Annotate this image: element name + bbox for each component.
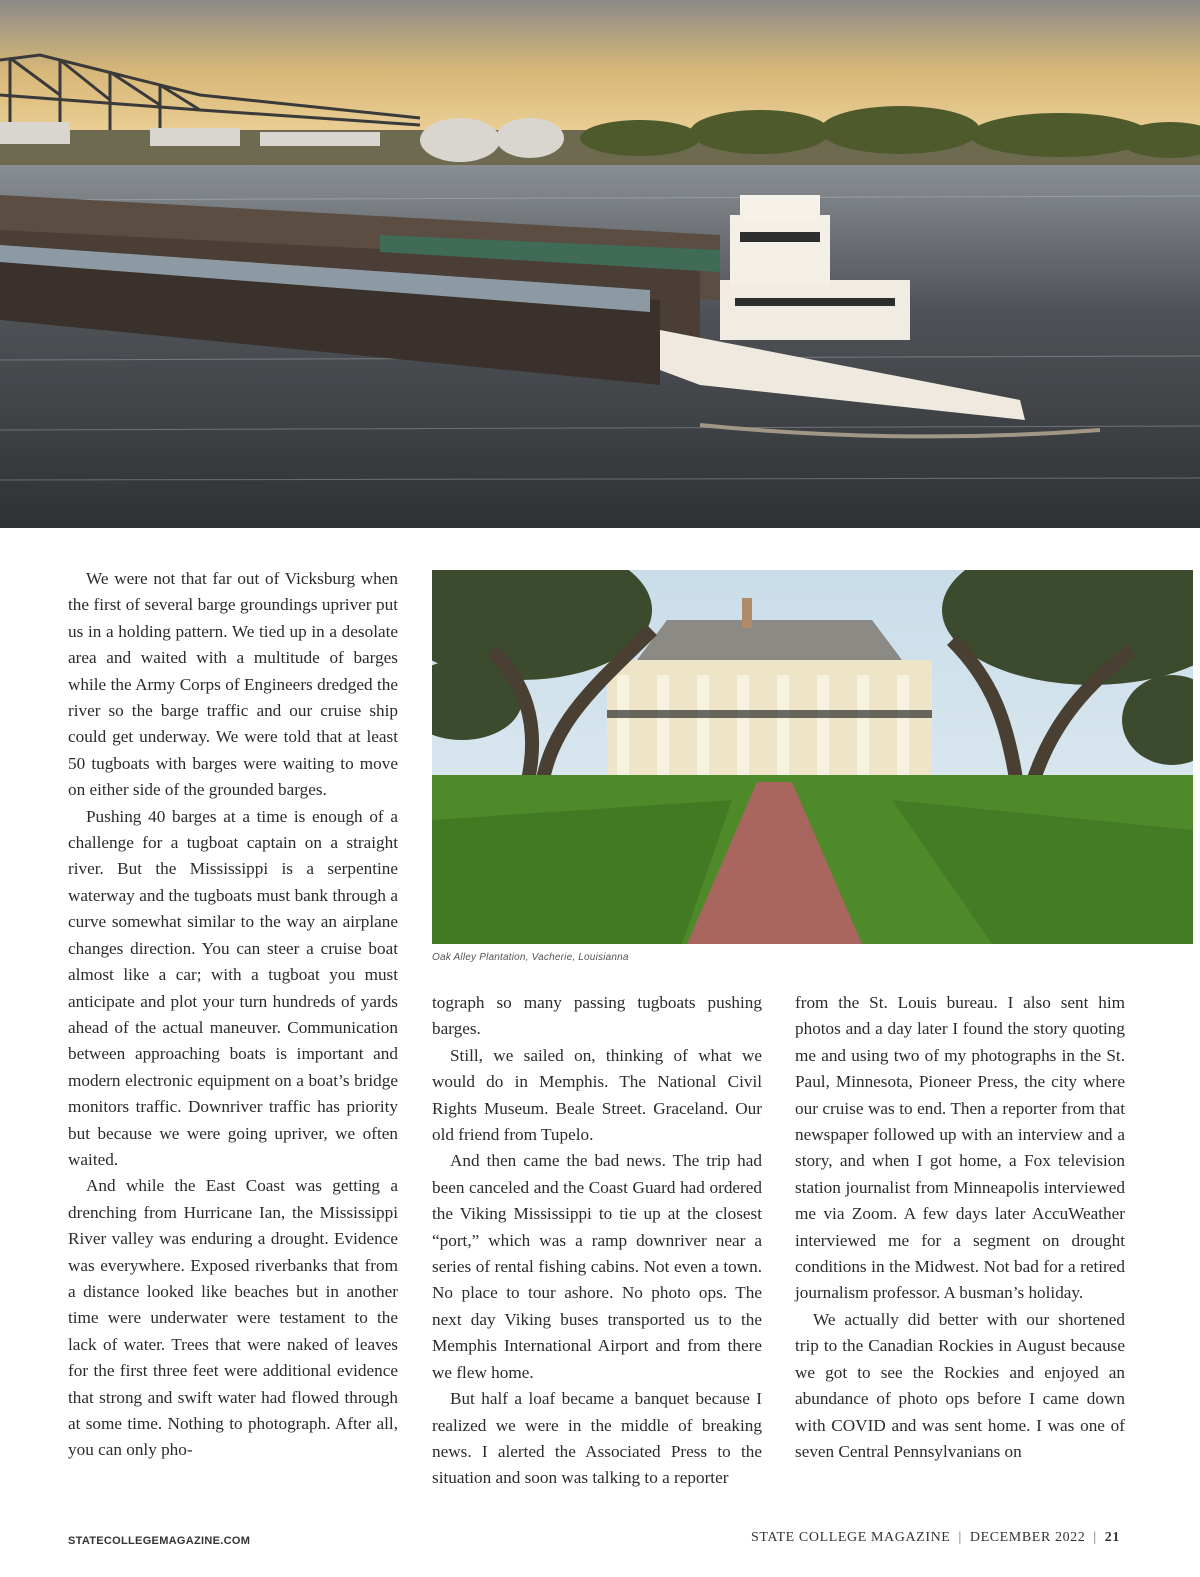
paragraph: tograph so many passing tugboats pushing barges.	[432, 993, 762, 1039]
plantation-photo	[432, 570, 1193, 944]
article-column-2	[432, 990, 762, 1492]
paragraph: And then came the bad news. The trip had been canceled and the Coast Guard had ordered the Viking Mississippi to tie up at the closest “port,” which was a ramp downriver near a series of rental fishing cabins. Not even a town. No place to tour ashore. No photo ops. The next day Viking buses transported us to the Memphis International Airport and from there we flew home.	[432, 1151, 762, 1382]
paragraph: from the St. Louis bureau. I also sent him photos and a day later I found the story quoting me and using two of my photographs in the St. Paul, Minnesota, Pioneer Press, the city where our cruise was to end. Then a reporter from that newspaper followed up with an interview and a story, and when I got home, a Fox television station journalist from Minneapolis interviewed me via Zoom. A few days later AccuWeather interviewed me for a segment on drought conditions in the Midwest. Not bad for a retired journalism professor. A busman’s holiday.	[795, 993, 1125, 1303]
article-column-3	[795, 990, 1125, 1465]
footer-folio: STATE COLLEGE MAGAZINE | DECEMBER 2022 | 21	[750, 1530, 1120, 1545]
paragraph: We actually did better with our shortened trip to the Canadian Rockies in August because we got to see the Rockies and enjoyed an abundance of photo ops before I came down with COVID and was sent home. I was one of seven Central Pennsylvanians on	[795, 1309, 1125, 1461]
paragraph: Pushing 40 barges at a time is enough of a challenge for a tugboat captain on a straight river. But the Mississippi is a serpentine waterway and the tugboats must bank through a curve somewhat similar to the way an airplane changes direction. You can steer a cruise boat almost like a car; with a tugboat you must anticipate and plot your turn hundreds of yards ahead of the actual maneuver. Communication between approaching boats is important and modern electronic equipment on a boat’s bridge monitors traffic. Downriver traffic has priority but because we were going upriver, we often waited.	[68, 806, 398, 1169]
photo-caption: Oak Alley Plantation, Vacherie, Louisianna	[432, 952, 629, 963]
hero-photo	[0, 0, 1200, 528]
tugboat-pushing-barges-icon	[0, 0, 1200, 528]
paragraph: We were not that far out of Vicksburg when the first of several barge groundings upriver put us in a holding pattern. We tied up in a desolate area and waited with a multitude of barges while the Army Corps of Engineers dredged the river so the barge traffic and our cruise ship could get underway. We were told that at least 50 tugboats with barges were waiting to move on either side of the grounded barges.	[68, 569, 398, 800]
issue-date: DECEMBER 2022	[969, 1530, 1086, 1545]
footer-site: STATECOLLEGEMAGAZINE.COM	[68, 1535, 251, 1547]
article-column-1	[68, 566, 398, 1464]
paragraph: But half a loaf became a banquet because I realized we were in the middle of breaking news. I alerted the Associated Press to the situation and soon was talking to a reporter	[432, 1389, 762, 1488]
magazine-name: STATE COLLEGE MAGAZINE	[750, 1530, 951, 1545]
paragraph: Still, we sailed on, thinking of what we would do in Memphis. The National Civil Rights Museum. Beale Street. Graceland. Our old friend from Tupelo.	[432, 1045, 762, 1145]
plantation-house-icon	[432, 570, 1193, 944]
paragraph: And while the East Coast was getting a drenching from Hurricane Ian, the Mississippi River valley was enduring a drought. Evidence was everywhere. Exposed riverbanks that from a distance looked like beaches but in another time were underwater were testament to the lack of water. Trees that were naked of leaves for the first three feet were additional evidence that strong and swift water had flowed through at some time. Nothing to photograph. After all, you can only pho-	[68, 1176, 398, 1460]
page-number: 21	[1104, 1530, 1120, 1545]
